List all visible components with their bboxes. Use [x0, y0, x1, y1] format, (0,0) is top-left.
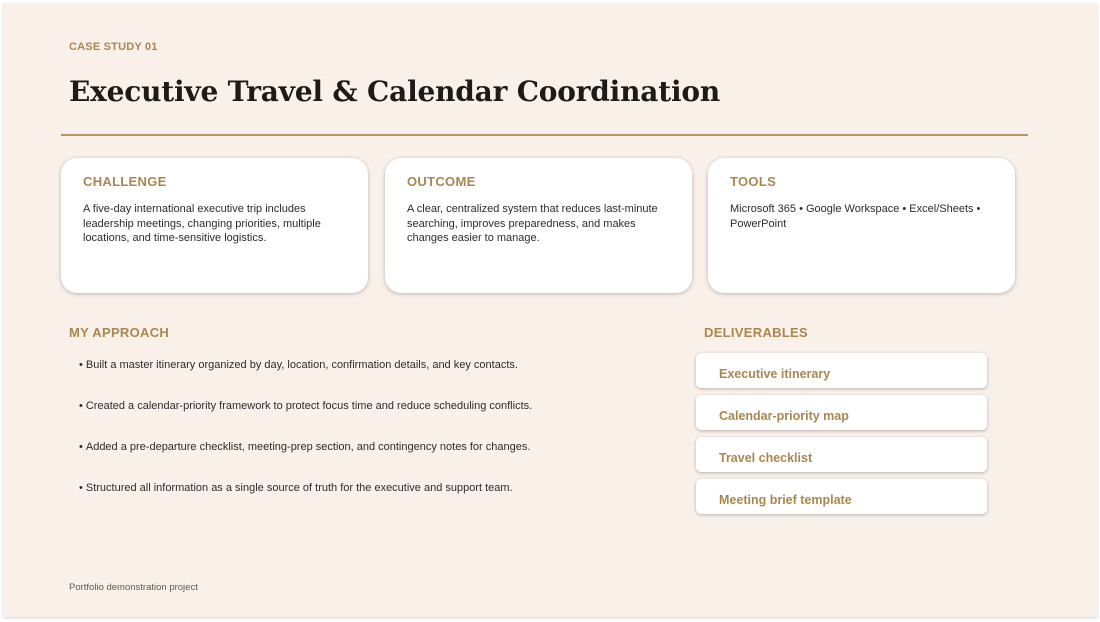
footer-note: Portfolio demonstration project — [69, 582, 198, 593]
bullet-icon: • — [79, 359, 83, 371]
deliverable-item: Executive itinerary — [696, 353, 987, 388]
approach-heading: MY APPROACH — [69, 325, 170, 340]
approach-item: • Structured all information as a single source of truth for the executive and support team. — [79, 482, 513, 494]
approach-item: • Created a calendar-priority framework to protect focus time and reduce scheduling conflicts. — [79, 400, 533, 412]
deliverable-item: Meeting brief template — [696, 479, 987, 514]
bullet-icon: • — [79, 482, 83, 494]
approach-item: • Built a master itinerary organized by day, location, confirmation details, and key contacts. — [79, 359, 518, 371]
outcome-card — [385, 158, 692, 293]
tools-card-body: Microsoft 365 • Google Workspace • Excel/Sheets • PowerPoint — [730, 203, 981, 230]
approach-list — [79, 358, 532, 522]
deliverable-item: Travel checklist — [696, 437, 987, 472]
approach-item: • Added a pre-departure checklist, meeting-prep section, and contingency notes for changes. — [79, 441, 531, 453]
bullet-icon: • — [79, 441, 83, 453]
divider-rule — [61, 134, 1028, 136]
outcome-card-title: OUTCOME — [407, 174, 476, 189]
page-title: Executive Travel & Calendar Coordination — [69, 75, 721, 108]
deliverables-heading: DELIVERABLES — [704, 325, 809, 340]
slide — [3, 3, 1097, 617]
case-study-label: CASE STUDY 01 — [69, 41, 158, 53]
tools-card-title: TOOLS — [730, 174, 777, 189]
challenge-card-title: CHALLENGE — [83, 174, 167, 189]
bullet-icon: • — [79, 400, 83, 412]
tools-card — [708, 158, 1015, 293]
deliverable-item: Calendar-priority map — [696, 395, 987, 430]
outcome-card-body: A clear, centralized system that reduces last-minute searching, improves preparedness, and makes changes easier to manage. — [407, 203, 658, 244]
challenge-card-body: A five-day international executive trip includes leadership meetings, changing priorities, multiple locations, and time-sensitive logistics. — [83, 203, 321, 244]
challenge-card — [61, 158, 368, 293]
